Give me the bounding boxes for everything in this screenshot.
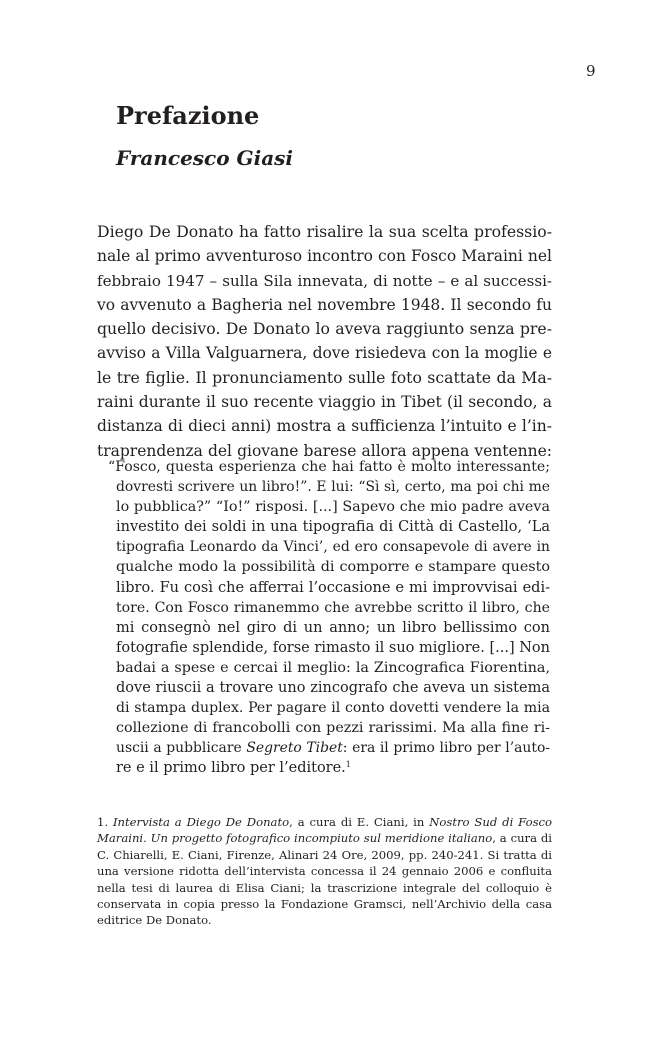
quote-line: “Fosco, questa esperienza che hai fatto è molto interessante; — [108, 459, 550, 475]
quote-line: di stampa duplex. Per pagare il conto dovetti vendere la mia — [116, 700, 550, 717]
quote-line: investito dei soldi in una tipografia di Città di Castello, ‘La — [116, 519, 550, 536]
body-line: nale al primo avventuroso incontro con Fosco Maraini nel — [97, 247, 552, 266]
quote-line: tipografia Leonardo da Vinci’, ed ero consapevole di avere in — [116, 539, 550, 556]
quote-line: libro. Fu così che afferrai l’occasione e mi improvvisai edi- — [116, 579, 550, 596]
footnote-text: , a cura di — [492, 831, 552, 846]
body-line: traprendenza del giovane barese allora appena ventenne: — [97, 441, 552, 460]
body-line: Diego De Donato ha fatto risalire la sua scelta professio- — [97, 222, 552, 241]
quote-line: mi consegnò nel giro di un anno; un libro bellissimo con — [116, 619, 550, 636]
quote-line: fotografie splendide, forse rimasto il suo migliore. [...] Non — [116, 639, 550, 656]
page-number: 9 — [586, 62, 596, 80]
quote-text: uscii a pubblicare — [116, 740, 247, 757]
quote-line: tore. Con Fosco rimanemmo che avrebbe scritto il libro, che — [116, 599, 550, 616]
quote-line: lo pubblica?” “Io!” risposi. [...] Sapevo che mio padre aveva — [116, 499, 550, 516]
quote-text: re e il primo libro per l’editore. — [116, 760, 346, 777]
body-line: quello decisivo. De Donato lo aveva raggiunto senza pre- — [97, 319, 552, 339]
quote-line: qualche modo la possibilità di comporre e stampare questo — [116, 559, 550, 576]
footnote-line: editrice De Donato. — [97, 913, 212, 928]
footnote-italic: Maraini. Un progetto fotografico incompiuto sul meridione italiano — [97, 831, 493, 846]
quote-line: collezione di francobolli con pezzi rarissimi. Ma alla fine ri- — [116, 720, 550, 737]
chapter-title: Prefazione — [116, 101, 260, 130]
chapter-author: Francesco Giasi — [116, 146, 294, 170]
body-line: distanza di dieci anni) mostra a sufficienza l’intuito e l’in- — [97, 417, 552, 436]
footnote-number: 1. — [97, 815, 109, 829]
footnote-italic: Nostro Sud di Fosco — [429, 815, 552, 829]
body-line: le tre figlie. Il pronunciamento sulle foto scattate da Ma- — [97, 367, 552, 387]
footnote-line: C. Chiarelli, E. Ciani, Firenze, Alinari 24 Ore, 2009, pp. 240-241. Si tratta di — [97, 847, 552, 862]
body-line: raini durante il suo recente viaggio in Tibet (il secondo, a — [97, 393, 552, 412]
footnote — [97, 814, 552, 929]
footnote-line: conservata in copia presso la Fondazione Gramsci, nell’Archivio della casa — [97, 896, 552, 911]
quote-line — [116, 758, 550, 778]
footnote-line: nella tesi di laurea di Elisa Ciani; la trascrizione integrale del colloquio è — [97, 880, 552, 895]
footnote-line: una versione ridotta dell’intervista concessa il 24 gennaio 2006 e confluita — [97, 864, 552, 879]
block-quote — [108, 457, 550, 779]
quote-line — [116, 738, 550, 758]
body-paragraph — [97, 220, 552, 463]
footnote-line — [97, 814, 552, 830]
quote-line: dove riuscii a trovare uno zincografo che aveva un sistema — [116, 680, 550, 697]
body-line: febbraio 1947 – sulla Sila innevata, di notte – e al successi- — [97, 271, 552, 290]
footnote-text: , a cura di E. Ciani, in — [289, 815, 430, 829]
quote-line: badai a spese e cercai il meglio: la Zincografica Fiorentina, — [116, 659, 550, 676]
footnote-line — [97, 830, 552, 846]
quote-text: : era il primo libro per l’auto- — [342, 740, 550, 757]
footnote-italic: Intervista a Diego De Donato — [112, 815, 290, 829]
body-line: avviso a Villa Valguarnera, dove risiedeva con la moglie e — [97, 344, 552, 363]
footnote-reference[interactable]: 1 — [345, 760, 351, 770]
quote-line: dovresti scrivere un libro!”. E lui: “Sì sì, certo, ma poi chi me — [116, 479, 550, 496]
body-line: vo avvenuto a Bagheria nel novembre 1948. Il secondo fu — [97, 295, 552, 314]
book-title-segreto-tibet: Segreto Tibet — [246, 740, 343, 757]
